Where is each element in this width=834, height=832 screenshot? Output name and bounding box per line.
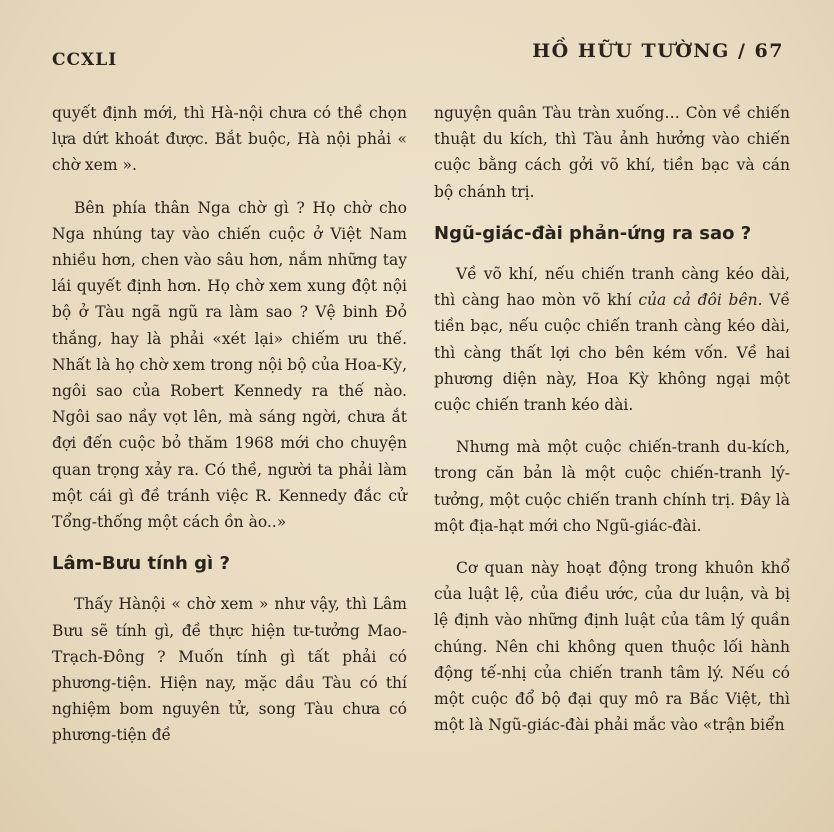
paragraph: quyết định mới, thì Hà-nội chưa có thề chọn lựa dứt khoát được. Bắt buộc, Hà nội phải « chờ xem ». <box>52 104 407 175</box>
paragraph: nguyện quân Tàu tràn xuống… Còn về chiến thuật du kích, thì Tàu ảnh hưởng vào chiến cuộc bằng cách gởi võ khí, tiền bạc và cán bộ chánh trị. <box>434 104 790 201</box>
section-heading: Ngũ-giác-đài phản-ứng ra sao ? <box>434 222 752 244</box>
chapter-number: CCXLI <box>52 50 118 70</box>
paragraph: Cơ quan này hoạt động trong khuôn khổ của luật lệ, của điều ước, của dư luận, và bị lệ định vào những định luật của tâm lý quần chúng. Nên chi không quen thuộc lối hành động tế-nhị của chiến tranh tâm lý. Nếu có một cuộc đổ bộ đại quy mô ra Bắc Việt, thì một là Ngũ-giác-đài phải mắc vào «trận biển <box>434 559 790 735</box>
paragraph <box>434 261 790 418</box>
right-column <box>434 100 790 754</box>
section-heading: Lâm-Bưu tính gì ? <box>52 553 230 575</box>
paragraph: Thấy Hànội « chờ xem » như vậy, thì Lâm Bưu sẽ tính gì, đề thực hiện tư-tưởng Mao-Trạch-Đông ? Muốn tính gì tất phải có phương-tiện. Hiện nay, mặc dầu Tàu có thí nghiệm bom nguyên tử, song Tàu chưa có phương-tiện đề <box>52 595 407 745</box>
running-header: HỒ HỮU TƯỜNG / 67 <box>532 40 784 62</box>
text-run: Về võ khí, nếu chiến tranh càng kéo dài, thì càng hao mòn võ khí <box>434 265 790 310</box>
text-run: Về tiền bạc, nếu cuộc chiến tranh càng kéo dài, thì càng thất lợi cho bên kém vốn. Về hai phương diện này, Hoa Kỳ không ngại một cuộc chiến tranh kéo dài. <box>434 291 790 415</box>
italic-text: của cả đôi bên. <box>638 291 763 310</box>
paragraph: Nhưng mà một cuộc chiến-tranh du-kích, trong căn bản là một cuộc chiến-tranh lý-tưởng, một cuộc chiến tranh chính trị. Đây là một địa-hạt mới cho Ngũ-giác-đài. <box>434 438 790 535</box>
left-column <box>52 100 407 765</box>
paragraph: Bên phía thân Nga chờ gì ? Họ chờ cho Nga nhúng tay vào chiến cuộc ở Việt Nam nhiều hơn, chen vào sâu hơn, nắm những tay lái quyết định hơn. Họ chờ xem xung đột nội bộ ở Tàu ngã ngũ ra làm sao ? Vệ binh Đỏ thắng, hay là phải «xét lại» chiếm ưu thế. Nhất là họ chờ xem trong nội bộ của Hoa-Kỳ, ngôi sao của Robert Kennedy ra thế nào. Ngôi sao nầy vọt lên, mà sáng ngời, chưa ắt đợi đến cuộc bỏ thăm 1968 mới cho chuyện quan trọng xảy ra. Có thề, người ta phải làm một cái gì đề tránh việc R. Kennedy đắc cử Tổng-thống một cách ồn ào..» <box>52 198 407 532</box>
